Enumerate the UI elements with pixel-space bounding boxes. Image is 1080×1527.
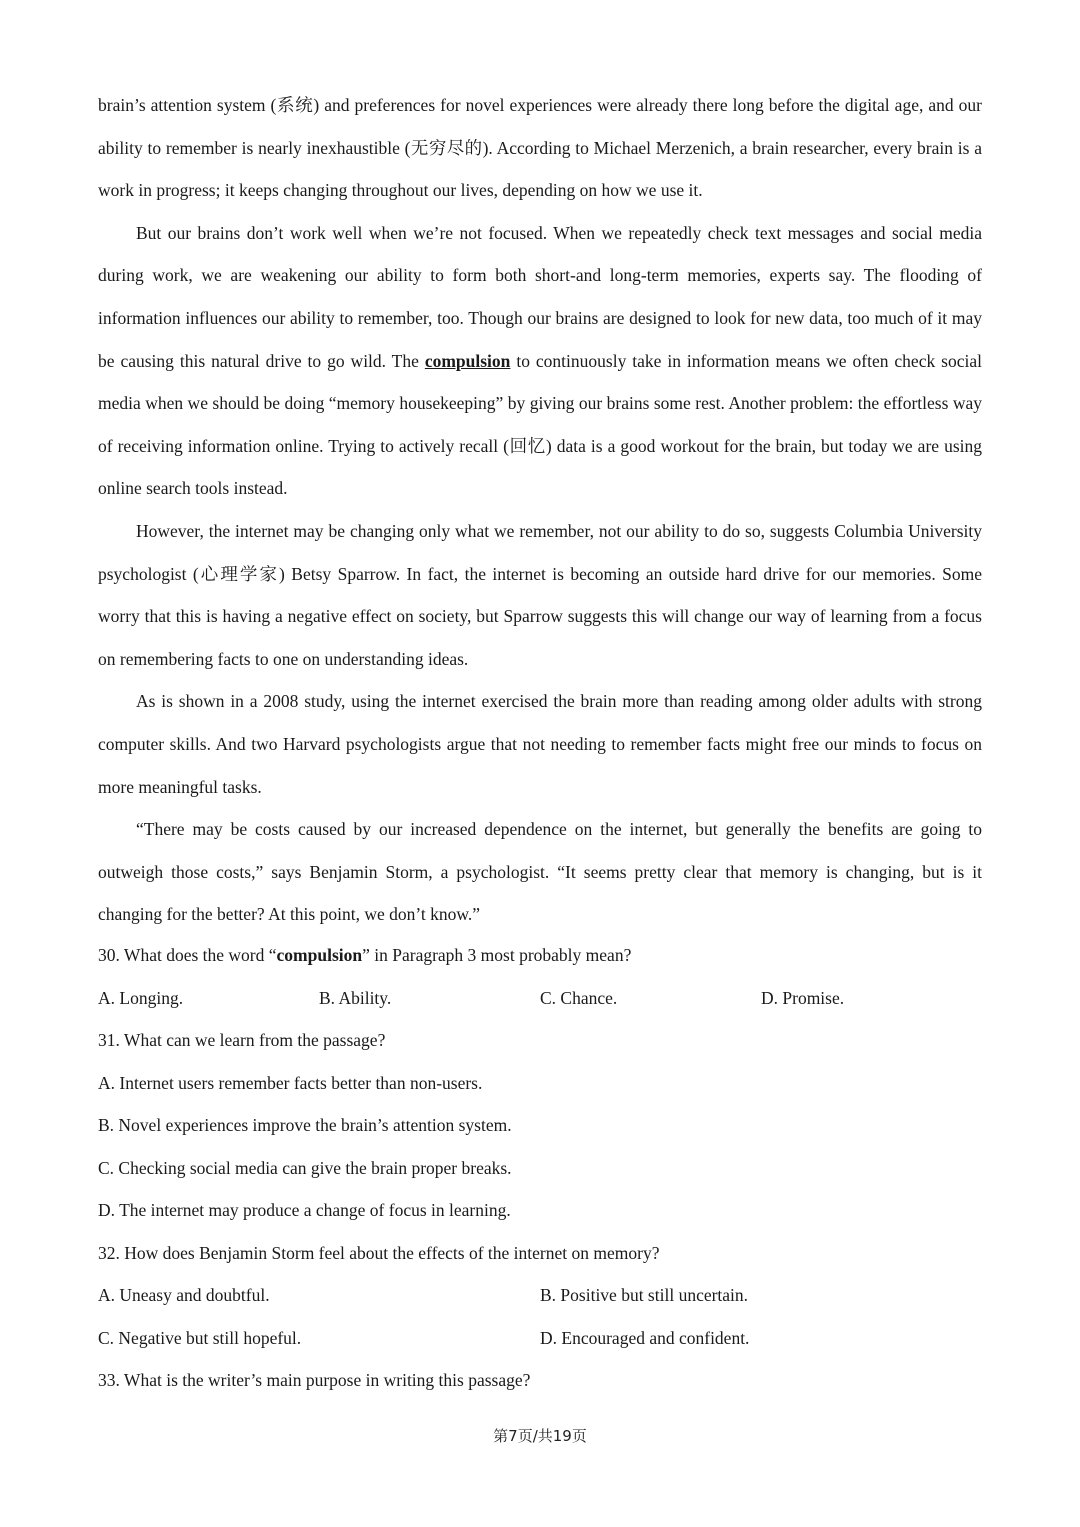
paragraph-5: “There may be costs caused by our increased dependence on the internet, but generally the benefits are going to outweigh those costs,” says Benjamin Storm, a psychologist. “It seems pretty clear that memory is changing, but is it changing for the better? At this point, we don’t know.” [98,819,982,925]
question-32-options-cd [98,1317,982,1360]
question-32-option-d: D. Encouraged and confident. [540,1327,750,1348]
paragraph-1: brain’s attention system (系统) and preferences for novel experiences were already there long before the digital age, and our ability to remember is nearly inexhaustible (无穷尽的). According to Michael Merzenich, a brain researcher, every brain is a work in progress; it keeps changing throughout our lives, depending on how we use it. [98,95,982,201]
question-33-stem: 33. What is the writer’s main purpose in writing this passage? [98,1370,531,1390]
paragraph-2-text-before: But our brains don’t work well when we’re not focused. When we repeatedly check text messages and social media during work, we are weakening our ability to form both short-and long-term memories, experts say. The flooding of information influences our ability to remember, too. Though our brains are designed to look for new data, too much of it may be causing this natural drive to go wild. The [98,222,982,371]
question-32-option-a: A. Uneasy and doubtful. [98,1285,270,1305]
question-30-option-d: D. Promise. [761,987,845,1008]
question-30-option-b: B. Ability. [319,987,392,1008]
question-30-stem [98,934,982,977]
question-32-option-b: B. Positive but still uncertain. [540,1285,749,1305]
paragraph-3: However, the internet may be changing only what we remember, not our ability to do so, suggests Columbia University psychologist (心理学家) Betsy Sparrow. In fact, the internet is becoming an outside hard drive for our memories. Some worry that this is having a negative effect on society, but Sparrow suggests this will change our way of learning from a focus on remembering facts to one on understanding ideas. [98,520,982,669]
question-31-option-c: C. Checking social media can give the brain proper breaks. [98,1157,512,1178]
question-30-option-c: C. Chance. [540,987,618,1008]
question-31-stem: 31. What can we learn from the passage? [98,1030,386,1050]
question-31-option-b: B. Novel experiences improve the brain’s attention system. [98,1115,512,1135]
question-30-keyword: compulsion [276,945,363,965]
paragraph-2-text-after: to continuously take in information means we often check social media when we should be doing “memory housekeeping” by giving our brains some rest. Another problem: the effortless way of receiving information online. Trying to actively recall (回忆) data is a good workout for the brain, but today we are using online search tools instead. [98,350,982,499]
question-30-option-a: A. Longing. [98,987,184,1008]
question-31-option-d: D. The internet may produce a change of focus in learning. [98,1200,511,1220]
question-list [98,934,982,1402]
question-30-text-after: ” in Paragraph 3 most probably mean? [362,945,632,965]
question-32-options-ab [98,1274,982,1317]
paragraph-2 [98,212,982,510]
question-31-option-a: A. Internet users remember facts better than non-users. [98,1072,483,1093]
question-32-stem: 32. How does Benjamin Storm feel about the effects of the internet on memory? [98,1242,660,1263]
question-30-text-before: 30. What does the word “ [98,945,277,965]
reading-passage [98,84,982,936]
paragraph-4: As is shown in a 2008 study, using the internet exercised the brain more than reading among older adults with strong computer skills. And two Harvard psychologists argue that not needing to remember facts might free our minds to focus on more meaningful tasks. [98,691,982,797]
keyword-compulsion: compulsion [424,350,511,371]
page-number: 第7页/共19页 [493,1427,587,1445]
question-32-option-c: C. Negative but still hopeful. [98,1327,302,1348]
question-30-options [98,977,982,1020]
